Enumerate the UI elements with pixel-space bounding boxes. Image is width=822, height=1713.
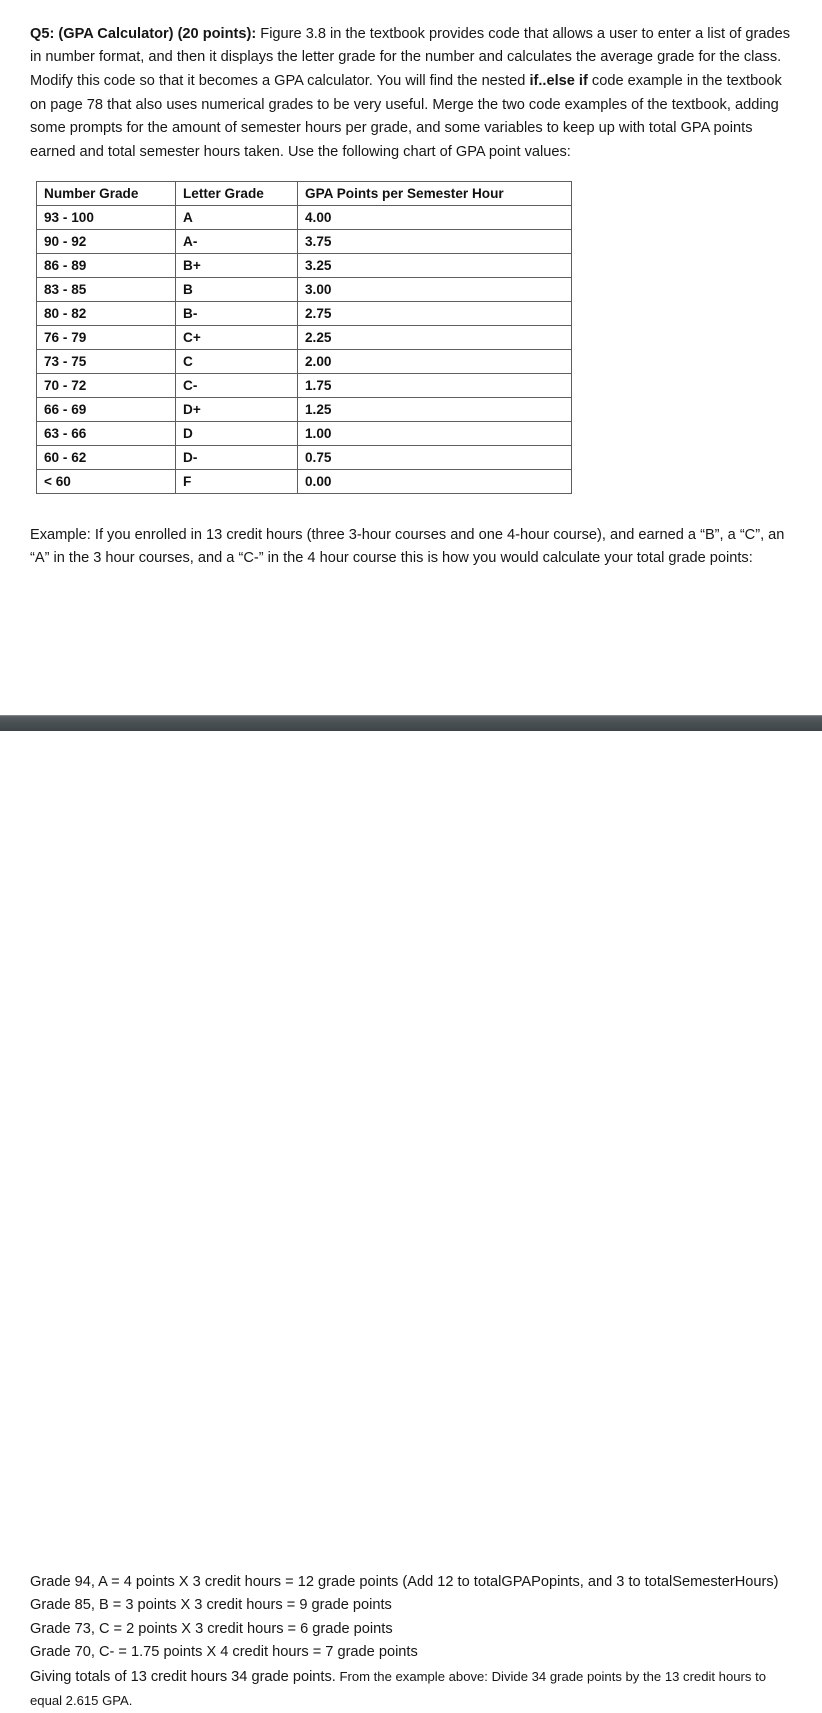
cell-number-grade: 83 - 85: [37, 278, 176, 302]
cell-gpa-points: 0.75: [298, 446, 572, 470]
cell-gpa-points: 1.25: [298, 398, 572, 422]
cell-number-grade: 90 - 92: [37, 230, 176, 254]
table-row: [37, 470, 572, 494]
table-row: [37, 254, 572, 278]
summary-detail-text: From the example above: Divide 34 grade points by the 13 credit hours to equal 2.615 GPA.: [30, 1668, 766, 1709]
cell-letter-grade: A-: [176, 230, 298, 254]
cell-gpa-points: 0.00: [298, 470, 572, 494]
cell-gpa-points: 2.00: [298, 350, 572, 374]
cell-gpa-points: 3.25: [298, 254, 572, 278]
question-body-part-1: Figure 3.8 in the textbook provides code that allows a user to enter a list of grades in number format, and then it displays the letter grade for the number and calculates the average grade for the class. Modify this code so that it becomes a GPA calculator. You will find the nested: [30, 25, 791, 89]
cell-number-grade: 86 - 89: [37, 254, 176, 278]
cell-letter-grade: A: [176, 206, 298, 230]
column-header-number-grade: Number Grade: [37, 182, 176, 206]
question-emphasis-ifelse: if..else if: [529, 73, 588, 89]
cell-letter-grade: B-: [176, 302, 298, 326]
cell-number-grade: 93 - 100: [37, 206, 176, 230]
example-paragraph: Example: If you enrolled in 13 credit hours (three 3-hour courses and one 4-hour course), and earned a “B”, a “C”, an “A” in the 3 hour courses, and a “C-” in the 4 hour course this is how you would calculate your total grade points:: [30, 526, 785, 567]
cell-gpa-points: 1.75: [298, 374, 572, 398]
cell-letter-grade: C-: [176, 374, 298, 398]
table-row: [37, 374, 572, 398]
cell-gpa-points: 4.00: [298, 206, 572, 230]
calculation-block: [30, 1571, 790, 1713]
summary-main-text: Giving totals of 13 credit hours 34 grade points.: [30, 1668, 336, 1685]
cell-letter-grade: B+: [176, 254, 298, 278]
cell-letter-grade: D+: [176, 398, 298, 422]
column-header-gpa-points: GPA Points per Semester Hour: [298, 182, 572, 206]
calculation-summary: [30, 1665, 790, 1713]
calculation-line: Grade 73, C = 2 points X 3 credit hours = 6 grade points: [30, 1620, 393, 1637]
cell-number-grade: 63 - 66: [37, 422, 176, 446]
cell-letter-grade: C+: [176, 326, 298, 350]
cell-number-grade: 76 - 79: [37, 326, 176, 350]
table-header-row: [37, 182, 572, 206]
cell-letter-grade: B: [176, 278, 298, 302]
table-row: [37, 302, 572, 326]
cell-number-grade: 60 - 62: [37, 446, 176, 470]
cell-number-grade: < 60: [37, 470, 176, 494]
page-divider-band: [0, 715, 822, 731]
cell-gpa-points: 2.75: [298, 302, 572, 326]
table-row: [37, 278, 572, 302]
cell-gpa-points: 3.00: [298, 278, 572, 302]
calculation-line: Grade 94, A = 4 points X 3 credit hours = 12 grade points (Add 12 to totalGPAPopints, and 3 to totalSemesterHours): [30, 1574, 779, 1590]
cell-number-grade: 70 - 72: [37, 374, 176, 398]
cell-gpa-points: 2.25: [298, 326, 572, 350]
cell-number-grade: 80 - 82: [37, 302, 176, 326]
cell-letter-grade: C: [176, 350, 298, 374]
table-row: [37, 230, 572, 254]
cell-letter-grade: F: [176, 470, 298, 494]
cell-letter-grade: D: [176, 422, 298, 446]
cell-gpa-points: 3.75: [298, 230, 572, 254]
table-row: [37, 422, 572, 446]
page-bottom-section: [0, 731, 822, 1709]
cell-letter-grade: D-: [176, 446, 298, 470]
cell-gpa-points: 1.00: [298, 422, 572, 446]
question-body-part-2: code example in the textbook on page 78 that also uses numerical grades to be very useful. Merge the two code examples of the textbook, adding some prompts for the amount of semester hours per grade, and some variables to keep up with total GPA points earned and total semester hours taken. Use the following chart of GPA point values:: [30, 73, 782, 161]
gpa-points-table: [36, 181, 572, 494]
page-top-section: [0, 0, 822, 715]
table-row: [37, 326, 572, 350]
table-row: [37, 350, 572, 374]
table-row: [37, 398, 572, 422]
question-paragraph: [30, 23, 790, 165]
cell-number-grade: 66 - 69: [37, 398, 176, 422]
column-header-letter-grade: Letter Grade: [176, 182, 298, 206]
table-row: [37, 206, 572, 230]
table-row: [37, 446, 572, 470]
question-label: Q5: (GPA Calculator) (20 points):: [30, 25, 257, 42]
calculation-line: Grade 85, B = 3 points X 3 credit hours = 9 grade points: [30, 1597, 392, 1614]
cell-number-grade: 73 - 75: [37, 350, 176, 374]
calculation-line: Grade 70, C- = 1.75 points X 4 credit hours = 7 grade points: [30, 1644, 418, 1661]
